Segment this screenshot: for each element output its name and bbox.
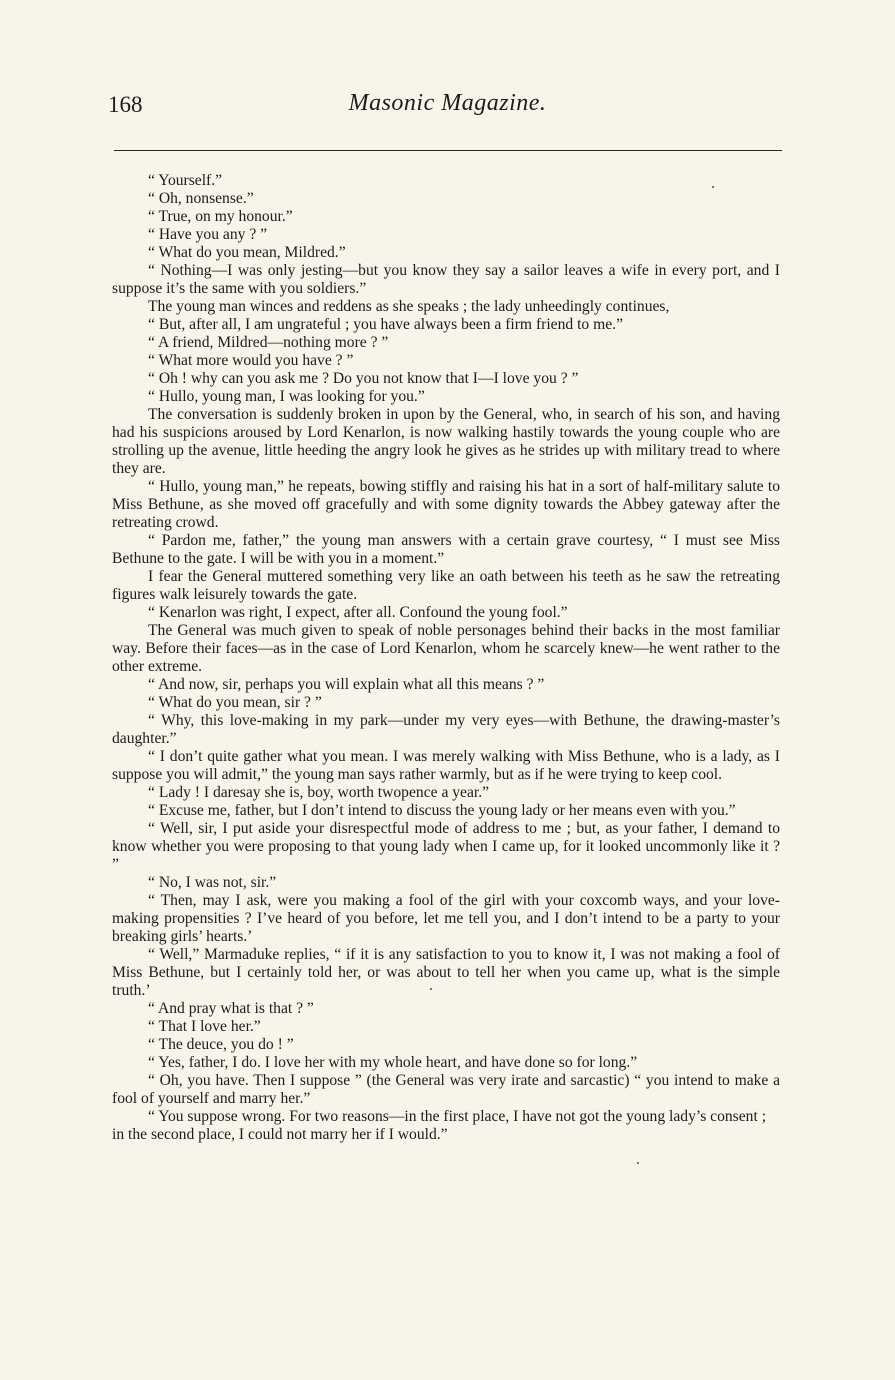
paragraph: “ Well,” Marmaduke replies, “ if it is any satisfaction to you to know it, I was not making a fool of Miss Bethune, but I certainly told her, or was about to tell her when you came up, what is the simple truth.’	[112, 946, 780, 999]
paragraph: “ Nothing—I was only jesting—but you know they say a sailor leaves a wife in every port, and I suppose it’s the same with you soldiers.”	[112, 262, 780, 297]
paragraph: “ What more would you have ? ”	[148, 352, 354, 369]
paragraph: “ Yes, father, I do. I love her with my whole heart, and have done so for long.”	[148, 1054, 638, 1071]
paragraph: The General was much given to speak of noble personages behind their backs in the most familiar way. Before their faces—as in the case of Lord Kenarlon, whom he scarcely knew—he went rather to the other extreme.	[112, 622, 780, 675]
print-speck	[712, 186, 714, 188]
paragraph: “ The deuce, you do ! ”	[148, 1036, 294, 1053]
paragraph: “ Have you any ? ”	[148, 226, 268, 243]
paragraph: “ Pardon me, father,” the young man answers with a certain grave courtesy, “ I must see Miss Bethune to the gate. I will be with you in a moment.”	[112, 532, 780, 567]
paragraph: “ I don’t quite gather what you mean. I was merely walking with Miss Bethune, who is a lady, as I suppose you will admit,” the young man says rather warmly, but as if he were trying to keep cool.	[112, 748, 780, 783]
paragraph: “ What do you mean, Mildred.”	[148, 244, 346, 261]
print-speck	[637, 1162, 639, 1164]
header-rule	[114, 150, 782, 151]
paragraph: “ No, I was not, sir.”	[148, 874, 277, 891]
paragraph: “ Oh, nonsense.”	[148, 190, 254, 207]
body-text	[112, 172, 780, 1144]
paragraph: I fear the General muttered something very like an oath between his teeth as he saw the retreating figures walk leisurely towards the gate.	[112, 568, 780, 603]
paragraph: “ True, on my honour.”	[148, 208, 293, 225]
paragraph: “ And pray what is that ? ”	[148, 1000, 314, 1017]
running-title: Masonic Magazine.	[348, 90, 547, 116]
paragraph: The young man winces and reddens as she speaks ; the lady unheedingly continues,	[148, 298, 670, 315]
paragraph: “ Oh ! why can you ask me ? Do you not know that I—I love you ? ”	[148, 370, 579, 387]
paragraph: “ Why, this love-making in my park—under my very eyes—with Bethune, the drawing-master’s daughter.”	[112, 712, 780, 747]
paragraph: “ Then, may I ask, were you making a fool of the girl with your coxcomb ways, and your love-making propensities ? I’ve heard of you before, let me tell you, and I don’t intend to be a party to your breaking girls’ hearts.’	[112, 892, 780, 945]
print-speck	[430, 988, 432, 990]
paragraph: “ Hullo, young man, I was looking for you.”	[148, 388, 425, 405]
paragraph: “ A friend, Mildred—nothing more ? ”	[148, 334, 389, 351]
paragraph: “ Excuse me, father, but I don’t intend to discuss the young lady or her means even with you.”	[148, 802, 736, 819]
paragraph: “ Kenarlon was right, I expect, after all. Confound the young fool.”	[148, 604, 568, 621]
paragraph: “ And now, sir, perhaps you will explain what all this means ? ”	[148, 676, 545, 693]
paragraph: “ You suppose wrong. For two reasons—in the first place, I have not got the young lady’s consent ; in the second place, I could not marry her if I would.”	[112, 1108, 767, 1143]
page-header	[0, 82, 895, 122]
paragraph: The conversation is suddenly broken in upon by the General, who, in search of his son, and having had his suspicions aroused by Lord Kenarlon, is now walking hastily towards the young couple who are strolling up the avenue, little heeding the angry look he gives as he strides up with military tread to where they are.	[112, 406, 780, 477]
paragraph: “ Oh, you have. Then I suppose ” (the General was very irate and sarcastic) “ you intend to make a fool of yourself and marry her.”	[112, 1072, 780, 1107]
paragraph: “ Lady ! I daresay she is, boy, worth twopence a year.”	[148, 784, 490, 801]
paragraph: “ But, after all, I am ungrateful ; you have always been a firm friend to me.”	[148, 316, 623, 333]
page-number: 168	[108, 92, 143, 117]
paragraph: “ What do you mean, sir ? ”	[148, 694, 322, 711]
paragraph: “ Yourself.”	[148, 172, 223, 189]
paragraph: “ Hullo, young man,” he repeats, bowing stiffly and raising his hat in a sort of half-military salute to Miss Bethune, as she moved off gracefully and with some dignity towards the Abbey gateway after the retreating crowd.	[112, 478, 780, 531]
paragraph: “ That I love her.”	[148, 1018, 261, 1035]
paragraph: “ Well, sir, I put aside your disrespectful mode of address to me ; but, as your father, I demand to know whether you were proposing to that young lady when I came up, for it looked uncommonly like it ? ”	[112, 820, 780, 873]
